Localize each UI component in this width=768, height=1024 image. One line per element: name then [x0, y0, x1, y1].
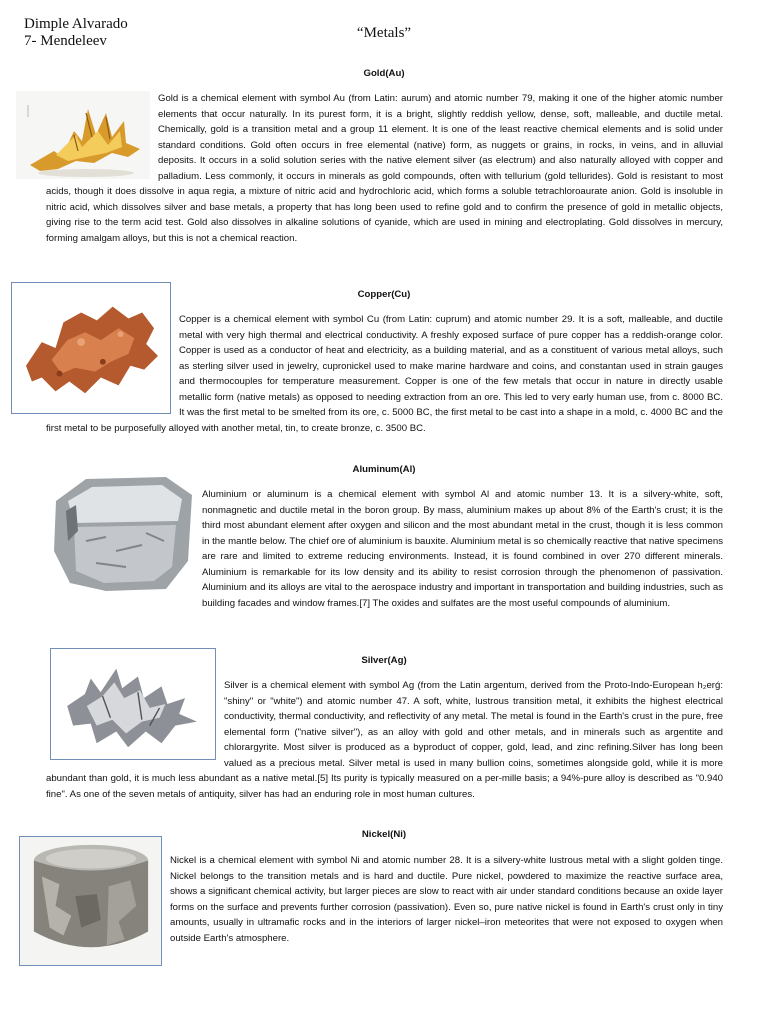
- section-text-aluminum: Aluminium or aluminum is a chemical element with symbol Al and atomic number 13. It is a silvery-white, soft, nonmagnetic and ductile metal in the boron group. By mass, aluminium makes up about 8% of the Earth's crust; it is the third most abundant element after oxygen and silicon and the most abundant metal in the crust, though it is less common in the mantle below. The chief ore of aluminium is bauxite. Aluminium metal is so chemically reactive that native specimens are rare and limited to extreme reducing environments. Instead, it is found combined in over 270 different minerals. Aluminium is remarkable for its low density and its ability to resist corrosion through the phenomenon of passivation. Aluminium and its alloys are vital to the aerospace industry and important in transportation and building industries, such as building facades and window frames.[7] The oxides and sulfates are the most useful compounds of aluminium.: [202, 489, 723, 609]
- class-line: 7- Mendeleev: [24, 33, 107, 49]
- section-body-gold: [46, 91, 723, 246]
- nickel-chunk-image: [19, 836, 162, 966]
- section-body-nickel: [46, 853, 723, 968]
- section-body-silver: [46, 678, 723, 802]
- section-body-aluminum: [46, 487, 723, 611]
- section-text-silver: Silver is a chemical element with symbol Ag (from the Latin argentum, derived from the Proto-Indo-European h₂erǵ: "shiny" or "white") and atomic number 47. A soft, white, lustrous transition metal, it exhibits the highest electrical conductivity, thermal conductivity, and reflectivity of any metal. The metal is found in the Earth's crust in the pure, free elemental form ("native silver"), as an alloy with gold and other metals, and in minerals such as argentite and chlorargyrite. Most silver is produced as a byproduct of copper, gold, lead, and zinc refining.Silver has long been valued as a precious metal. Silver metal is used in many bullion coins, sometimes alongside gold, while it is more abundant than gold, it is much less abundant as a native metal.[5] Its purity is typically measured on a per-mille basis; a 94%-pure alloy is described as "0.940 fine". As one of the seven metals of antiquity, silver has had an enduring role in most human cultures.: [46, 680, 723, 800]
- section-text-copper: Copper is a chemical element with symbol Cu (from Latin: cuprum) and atomic number 29. It is a soft, malleable, and ductile metal with very high thermal and electrical conductivity. A freshly exposed surface of pure copper has a reddish-orange color. Copper is used as a conductor of heat and electricity, as a building material, and as a constituent of various metal alloys, such as sterling silver used in jewelry, cupronickel used to make marine hardware and coins, and constantan used in strain gauges and thermocouples for temperature measurement. Copper is one of the few metals that occur in nature in directly usable metallic form (native metals) as opposed to needing extraction from an ore. This led to very early human use, from c. 8000 BC. It was the first metal to be smelted from its ore, c. 5000 BC, the first metal to be cast into a shape in a mold, c. 4000 BC and the first metal to be purposefully alloyed with another metal, tin, to create bronze, c. 3500 BC.: [46, 314, 723, 434]
- section-title-nickel: Nickel(Ni): [361, 829, 407, 840]
- section-text-gold: Gold is a chemical element with symbol Au (from Latin: aurum) and atomic number 79, making it one of the higher atomic number elements that occur naturally. In its purest form, it is a bright, slightly reddish yellow, dense, soft, malleable, and ductile metal. Chemically, gold is a transition metal and a group 11 element. It is one of the least reactive chemical elements and is solid under standard conditions. Gold often occurs in free elemental (native) form, as nuggets or grains, in rocks, in veins, and in alluvial deposits. It occurs in a solid solution series with the native element silver (as electrum) and also naturally alloyed with copper and palladium. Less commonly, it occurs in minerals as gold compounds, often with tellurium (gold tellurides). Gold is resistant to most acids, though it does dissolve in aqua regia, a mixture of nitric acid and hydrochloric acid, which forms a soluble tetrachloroaurate anion. Gold is insoluble in nitric acid, which dissolves silver and base metals, a property that has long been used to refine gold and to confirm the presence of gold in metallic objects, giving rise to the term acid test. Gold also dissolves in alkaline solutions of cyanide, which are used in mining and electroplating. Gold dissolves in mercury, forming amalgam alloys, but this is not a chemical reaction.: [46, 93, 723, 244]
- section-text-nickel: Nickel is a chemical element with symbol Ni and atomic number 28. It is a silvery-white lustrous metal with a slight golden tinge. Nickel belongs to the transition metals and is hard and ductile. Pure nickel, powdered to maximize the reactive surface area, shows a significant chemical activity, but larger pieces are slow to react with air under standard conditions because an oxide layer forms on the surface and prevents further corrosion (passivation). Even so, pure native nickel is found in Earth's crust only in tiny amounts, usually in ultramafic rocks and in the interiors of larger nickel–iron meteorites that were not exposed to oxygen when outside Earth's atmosphere.: [170, 855, 723, 944]
- section-body-copper: [46, 312, 723, 436]
- section-title-gold: Gold(Au): [363, 68, 405, 79]
- section-title-copper: Copper(Cu): [357, 289, 411, 300]
- aluminium-chunk-image: [46, 471, 194, 597]
- silver-crystal-image: [50, 648, 216, 760]
- author-name: Dimple Alvarado: [24, 16, 128, 32]
- gold-nugget-image: [16, 91, 150, 179]
- copper-nugget-image: [11, 282, 171, 414]
- document-title: “Metals”: [356, 25, 412, 41]
- section-title-aluminum: Aluminum(Al): [352, 464, 416, 475]
- section-title-silver: Silver(Ag): [361, 655, 407, 666]
